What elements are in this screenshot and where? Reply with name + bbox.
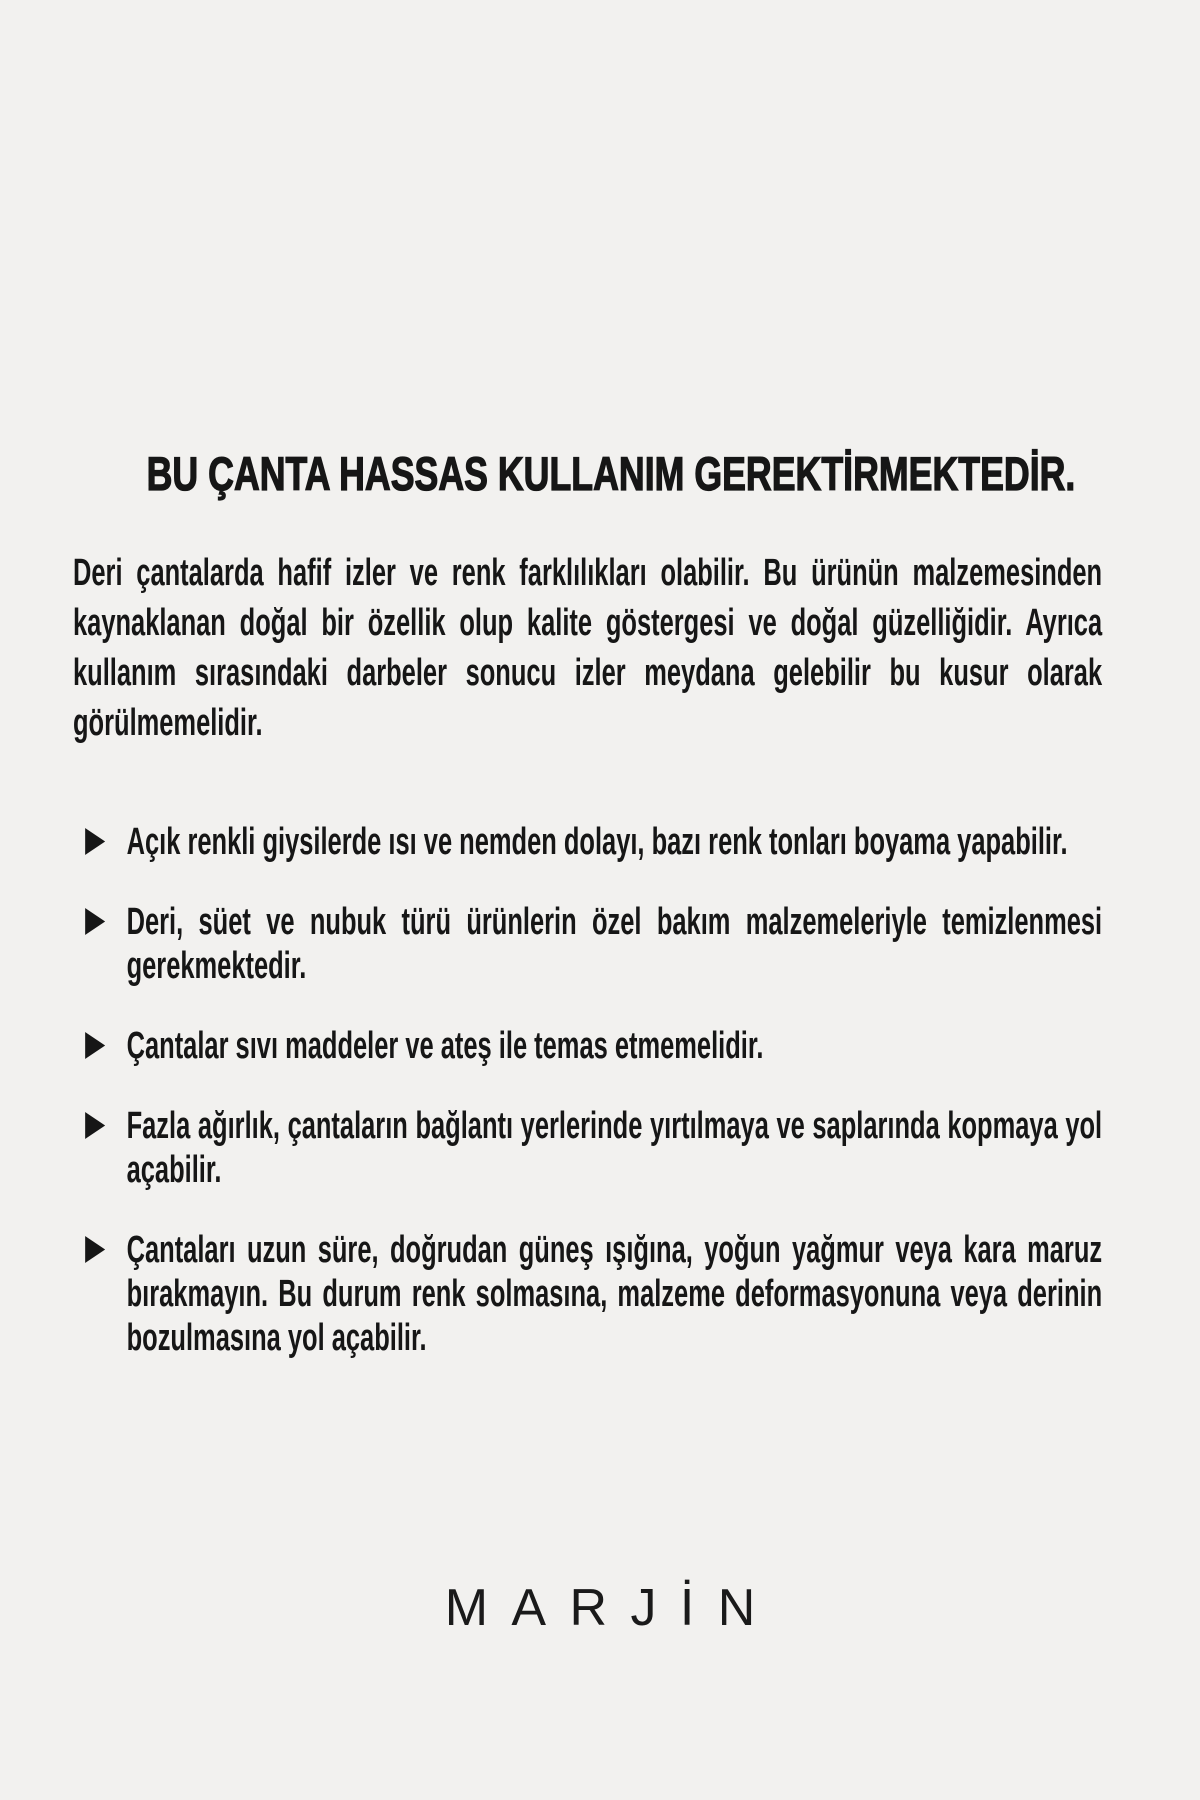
intro-paragraph: Deri çantalarda hafif izler ve renk farklılıkları olabilir. Bu ürünün malzemesinden kaynaklanan doğal bir özellik olup kalite göstergesi ve doğal güzelliğidir. Ayrıca kullanım sırasındaki darbeler sonucu izler meydana gelebilir bu kusur olarak görülmemelidir. [73, 552, 1103, 744]
bullet-text: Deri, süet ve nubuk türü ürünlerin özel bakım malzemeleriyle temizlenmesi gerekmektedir. [126, 901, 1103, 987]
bullet-item [73, 1024, 1102, 1068]
bullet-item [73, 1104, 1102, 1192]
bullet-item [73, 900, 1102, 988]
care-bullet-list [73, 820, 1102, 1360]
triangle-bullet-icon [85, 1236, 105, 1263]
bullet-text: Fazla ağırlık, çantaların bağlantı yerlerinde yırtılmaya ve saplarında kopmaya yol açabilir. [126, 1105, 1103, 1191]
bullet-text: Çantalar sıvı maddeler ve ateş ile temas etmemelidir. [126, 1025, 764, 1067]
bullet-text: Çantaları uzun süre, doğrudan güneş ışığına, yoğun yağmur veya kara maruz bırakmayın. Bu durum renk solmasına, malzeme deformasyonuna veya derinin bozulmasına yol açabilir. [126, 1229, 1103, 1359]
brand-row [0, 1578, 1200, 1638]
triangle-bullet-icon [85, 1032, 105, 1059]
triangle-bullet-icon [85, 828, 105, 855]
care-text-column [73, 0, 1102, 1800]
bullet-item [73, 1228, 1102, 1360]
triangle-bullet-icon [85, 908, 105, 935]
brand-logo: MARJİN [444, 1579, 779, 1637]
triangle-bullet-icon [85, 1112, 105, 1139]
bullet-item [73, 820, 1102, 864]
bullet-text: Açık renkli giysilerde ısı ve nemden dolayı, bazı renk tonları boyama yapabilir. [126, 821, 1068, 863]
care-title: BU ÇANTA HASSAS KULLANIM GEREKTİRMEKTEDİR. [146, 447, 1076, 500]
